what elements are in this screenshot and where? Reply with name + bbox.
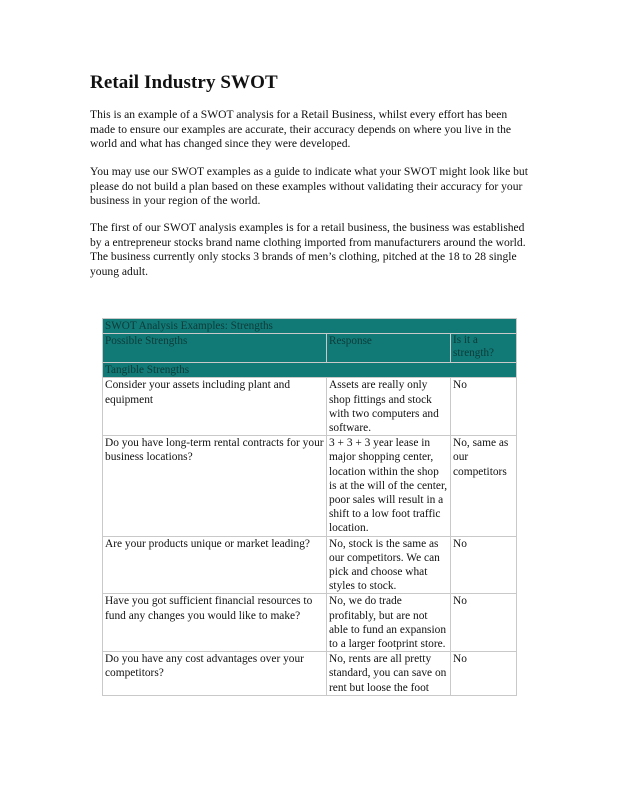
question-cell: Are your products unique or market leading?	[103, 536, 327, 594]
answer-cell: No	[451, 536, 517, 594]
swot-table	[102, 318, 517, 696]
intro-paragraph: This is an example of a SWOT analysis for a Retail Business, whilst every effort has been made to ensure our examples are accurate, their accuracy depends on where you live in the world and what has changed since they were developed.	[90, 108, 512, 151]
table-row	[103, 378, 517, 436]
response-cell: Assets are really only shop fittings and stock with two computers and software.	[327, 378, 451, 436]
answer-cell: No	[451, 594, 517, 652]
table-row	[103, 652, 517, 696]
table-row	[103, 536, 517, 594]
table-row	[103, 594, 517, 652]
response-cell: No, stock is the same as our competitors. We can pick and choose what styles to stock.	[327, 536, 451, 594]
table-header-row	[103, 334, 517, 363]
response-cell: 3 + 3 + 3 year lease in major shopping center, location within the shop is at the will of the center, poor sales will result in a shift to a low foot traffic location.	[327, 436, 451, 536]
document-title: Retail Industry SWOT	[90, 72, 278, 93]
table-title-row	[103, 319, 517, 334]
header-is-strength: Is it a strength?	[451, 334, 517, 363]
section-label: Tangible Strengths	[103, 363, 517, 378]
question-cell: Do you have any cost advantages over your competitors?	[103, 652, 327, 696]
table-title: SWOT Analysis Examples: Strengths	[103, 319, 517, 334]
response-cell: No, we do trade profitably, but are not able to fund an expansion to a larger footprint store.	[327, 594, 451, 652]
question-cell: Do you have long-term rental contracts for your business locations?	[103, 436, 327, 536]
answer-cell: No, same as our competitors	[451, 436, 517, 536]
answer-cell: No	[451, 378, 517, 436]
header-possible-strengths: Possible Strengths	[103, 334, 327, 363]
answer-cell: No	[451, 652, 517, 696]
table-row	[103, 436, 517, 536]
example-paragraph: The first of our SWOT analysis examples is for a retail business, the business was established by a entrepreneur stocks brand name clothing imported from manufacturers around the world. The business currently only stocks 3 brands of men’s clothing, pitched at the 18 to 28 single young adult.	[90, 221, 526, 278]
usage-paragraph: You may use our SWOT examples as a guide to indicate what your SWOT might look like but please do not build a plan based on these examples without validating their accuracy for your business in your region of the world.	[90, 165, 528, 208]
header-response: Response	[327, 334, 451, 363]
response-cell: No, rents are all pretty standard, you can save on rent but loose the foot	[327, 652, 451, 696]
question-cell: Consider your assets including plant and equipment	[103, 378, 327, 436]
section-row	[103, 363, 517, 378]
question-cell: Have you got sufficient financial resources to fund any changes you would like to make?	[103, 594, 327, 652]
